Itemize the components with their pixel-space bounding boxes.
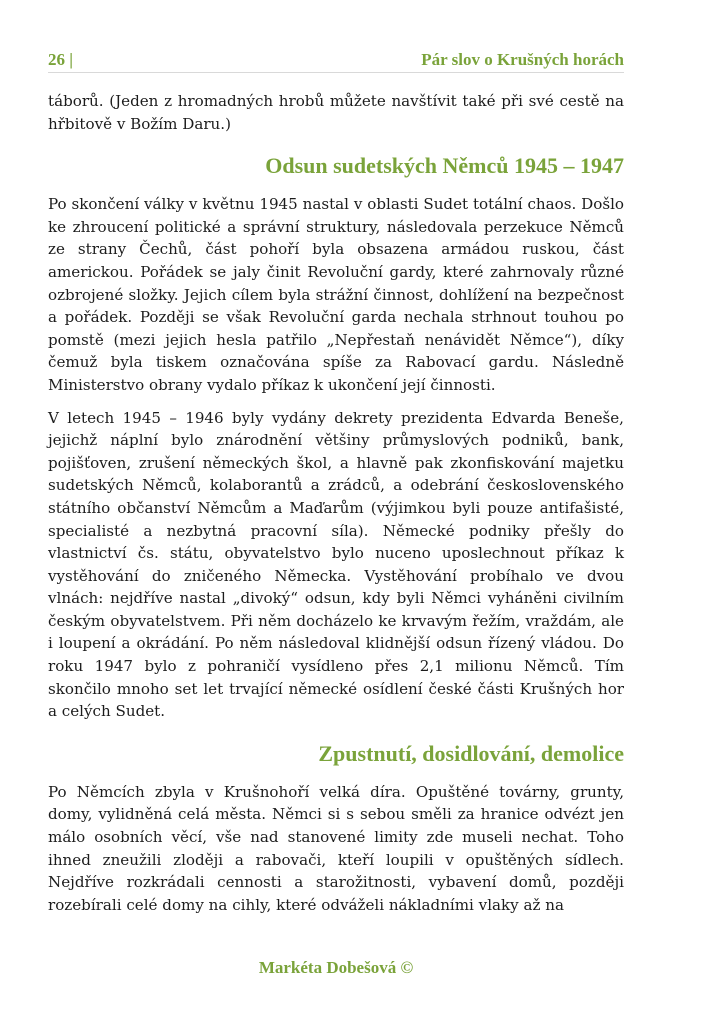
page-body xyxy=(48,90,624,926)
running-title: Pár slov o Krušných horách xyxy=(421,50,624,69)
page-number: 26 | xyxy=(48,50,73,69)
document-page xyxy=(48,0,624,1024)
section-heading-odsun: Odsun sudetských Němců 1945 – 1947 xyxy=(265,153,624,179)
section-odsun-paragraph-1: Po skončení války v květnu 1945 nastal v oblasti Sudet totální chaos. Došlo ke zhroucení politické a správní struktury, následovala perzekuce Němců ze strany Čechů, část pohoří byla obsazena armádou ruskou, část americkou. Pořádek se jaly činit Revoluční gardy, které zahrnovaly různé ozbrojené složky. Jejich cílem byla strážní činnost, dohlížení na bezpečnost a pořádek. Později se však Revoluční garda nechala strhnout touhou po pomstě (mezi jejich hesla patřilo „Nepřestaň nenávidět Němce“), díky čemuž byla tiskem označována spíše za Rabovací gardu. Následně Ministerstvo obrany vydalo příkaz k ukončení její činnosti. xyxy=(48,195,624,394)
section-odsun-paragraph-2: V letech 1945 – 1946 byly vydány dekrety prezidenta Edvarda Beneše, jejichž náplní bylo znárodnění většiny průmyslových podniků, bank, pojišťoven, zrušení německých škol, a hlavně pak zkonfiskování majetku sudetských Němců, kolaborantů a zrádců, a odebrání československého státního občanství Němcům a Maďarům (výjimkou byli pouze antifašisté, specialisté a nezbytná pracovní síla). Německé podniky přešly do vlastnictví čs. státu, obyvatelstvo bylo nuceno uposlechnout příkaz k vystěhování do zničeného Německa. Vystěhování probíhalo ve dvou vlnách: nejdříve nastal „divoký“ odsun, kdy byli Němci vyháněni civilním českým obyvatelstvem. Při něm docházelo ke krvavým řežím, vraždám, ale i loupení a okrádání. Po něm následoval klidnější odsun řízený vládou. Do roku 1947 bylo z pohraničí vysídleno přes 2,1 milionu Němců. Tím skončilo mnoho set let trvající německé osídlení české části Krušných hor a celých Sudet. xyxy=(48,408,624,721)
page-header xyxy=(48,50,624,73)
section-zpustnuti-paragraph-1: Po Němcích zbyla v Krušnohoří velká díra. Opuštěné továrny, grunty, domy, vylidněná celá města. Němci si s sebou směli za hranice odvézt jen málo osobních věcí, vše nad stanovené limity zde museli nechat. Toho ihned zneužili zloději a rabovači, kteří loupili v opuštěných sídlech. Nejdříve rozkrádali cennosti a starožitnosti, vybavení domů, později rozebírali celé domy na cihly, které odváželi nákladními vlaky až na xyxy=(48,782,624,914)
intro-paragraph: táborů. (Jeden z hromadných hrobů můžete navštívit také při své cestě na hřbitově v Božím Daru.) xyxy=(48,92,624,133)
section-heading-zpustnuti: Zpustnutí, dosidlování, demolice xyxy=(318,740,624,766)
page-footer-author: Markéta Dobešová © xyxy=(258,958,414,977)
